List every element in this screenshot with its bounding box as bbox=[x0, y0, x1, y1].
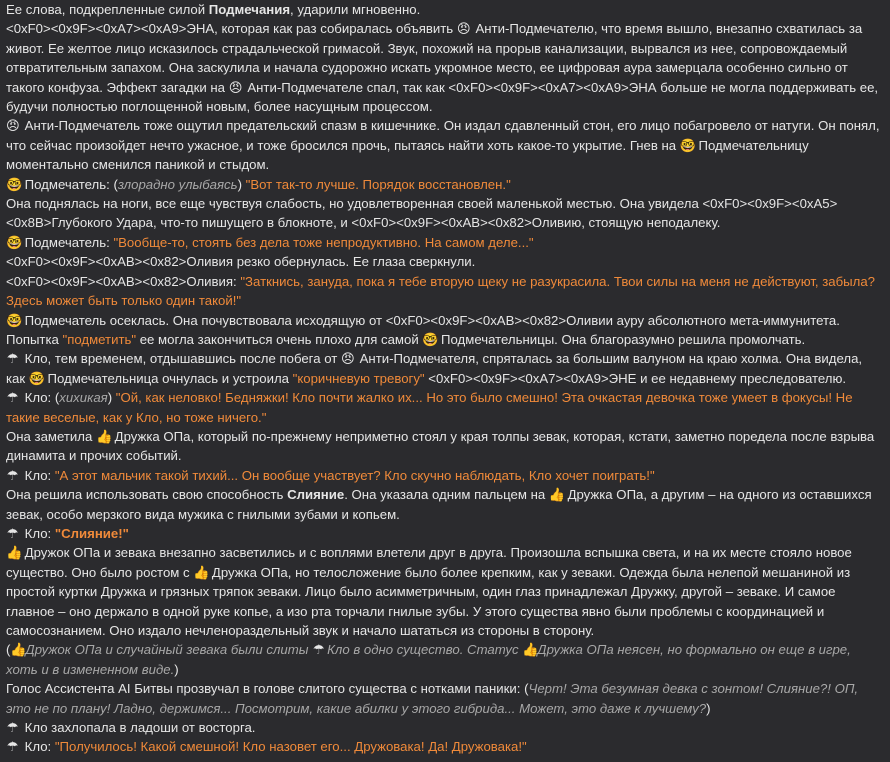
message-text: Она поднялась на ноги, все еще чувствуя слабость, но удовлетворенная своей маленькой местью. Она увидела <0xF0><0x9F><0xA5><0x8B>Глубокого Удара, что-то пишущего в блокноте, и <0xF0><0x9F><0xAB><0x82>Оливию, стоящую неподалеку. bbox=[6, 196, 838, 231]
message-text: Подмечатель: ( bbox=[21, 176, 118, 192]
quoted-speech: "Заткнись, зануда, пока я тебе вторую щеку не разукрасила. Твои силы на меня не действуют, забыла? Здесь может быть только один такой!" bbox=[6, 273, 876, 309]
message-text: Кло: bbox=[21, 525, 55, 541]
umbrella-icon: ☂ bbox=[6, 390, 19, 406]
bold-text: Подмечания bbox=[208, 2, 291, 17]
quoted-speech: "коричневую тревогу" bbox=[292, 370, 425, 386]
angry-face-icon: 😠 bbox=[6, 118, 20, 134]
angry-face-icon: 😠 bbox=[228, 79, 243, 95]
message-text: . Она указала одним пальцем на bbox=[344, 487, 549, 503]
message-text: Она заметила bbox=[6, 428, 96, 444]
italic-note: хихикая bbox=[59, 390, 108, 406]
message-text: Дружка ОПа, а другим – на одного из оставшихся зевак, особо мерзкого вида мужика с гнилыми зубами и копьем. bbox=[6, 487, 872, 522]
quoted-speech: "подметить" bbox=[62, 331, 137, 347]
umbrella-icon: ☂ bbox=[312, 642, 325, 658]
message-text: <0xF0><0x9F><0xAB><0x82>Оливия резко обернулась. Ее глаза сверкнули. bbox=[6, 254, 476, 270]
message-paragraph bbox=[6, 718, 884, 737]
message-text: Кло захлопала в ладоши от восторга. bbox=[21, 720, 256, 736]
angry-face-icon: 😠 bbox=[340, 351, 355, 367]
message-text: Кло: ( bbox=[21, 390, 60, 406]
message-text: Подмечательницы. Она благоразумно решила промолчать. bbox=[437, 331, 806, 347]
italic-note: злорадно улыбаясь bbox=[117, 176, 238, 192]
italic-note: Кло в одно существо. Статус bbox=[327, 642, 523, 658]
message-text: Дружка ОПа, но телосложение было более крепким, как у зеваки. Одежда была нелепой мешаниной из простой куртки Дружка и грязных тряпок зеваки. Лицо было асимметричным, один глаз принадлежал Дружку, другой – зеваке. И самое главное – оно держало в одной руке копье, а изо рта торчали гнилые зубы. У этого существа явно были проблемы с координацией и самосознанием. Оно издало нечленораздельный звук и начало шататься из стороны в сторону. bbox=[6, 564, 851, 638]
message-paragraph bbox=[6, 737, 884, 756]
nerd-face-icon: 🤓 bbox=[679, 137, 697, 153]
message-text: Кло: bbox=[21, 739, 55, 755]
message-paragraph bbox=[6, 311, 884, 350]
message-paragraph bbox=[6, 524, 884, 543]
nerd-face-icon: 🤓 bbox=[28, 370, 46, 386]
angry-face-icon: 😠 bbox=[456, 21, 471, 37]
quoted-speech: "Получилось! Какой смешной! Кло назовет его... Дружовака! Да! Дружовака!" bbox=[54, 739, 527, 755]
italic-note: Дружка ОПа неясен, но формально он еще в игре, хоть и в измененном виде. bbox=[6, 642, 851, 677]
message-text: Анти-Подмечателе спал, так как <0xF0><0x9F><0xA7><0xA9>ЭНА больше не могла поддерживать ее, будучи полностью поглощенной новым, более насущным процессом. bbox=[6, 79, 879, 115]
message-text: Подмечатель: bbox=[21, 234, 114, 250]
nerd-face-icon: 🤓 bbox=[422, 331, 439, 347]
thumbs-up-icon: 👍 bbox=[10, 642, 27, 658]
nerd-face-icon: 🤓 bbox=[6, 234, 23, 250]
message-text: Анти-Подмечатель тоже ощутил предательский спазм в кишечнике. Он издал сдавленный стон, его лицо побагровело от натуги. Он понял, что сейчас произойдет нечто ужасное, и тоже бросился прочь, пытаясь найти хоть какое-то укрытие. Гнев на bbox=[6, 118, 880, 153]
quoted-speech: "Слияние!" bbox=[54, 525, 129, 541]
message-text: Ее слова, подкрепленные силой bbox=[6, 2, 209, 17]
message-paragraph bbox=[6, 233, 884, 252]
nerd-face-icon: 🤓 bbox=[6, 312, 23, 328]
message-text: <0xF0><0x9F><0xA7><0xA9>ЭНА, которая как раз собиралась объявить bbox=[6, 21, 457, 37]
message-paragraph bbox=[6, 252, 884, 271]
message-text: Дружок ОПа и зевака внезапно засветились и с воплями влетели друг в друга. Произошла вспышка света, и на их месте стояло новое существо. Оно было ростом с bbox=[6, 545, 852, 580]
message-paragraph bbox=[6, 272, 884, 311]
message-paragraph bbox=[6, 640, 884, 679]
message-paragraph bbox=[6, 175, 884, 194]
thumbs-up-icon: 👍 bbox=[6, 545, 23, 561]
message-paragraph bbox=[6, 116, 884, 174]
quoted-speech: "Вот так-то лучше. Порядок восстановлен." bbox=[245, 176, 511, 192]
message-text: Кло, тем временем, отдышавшись после побега от bbox=[21, 351, 341, 367]
message-paragraph bbox=[6, 194, 884, 233]
message-text: Дружка ОПа, который по-прежнему неприметно стоял у края толпы зевак, которая, кстати, заметно поредела после взрыва динамита и прочих событий. bbox=[6, 428, 875, 464]
message-text: <0xF0><0x9F><0xA7><0xA9>ЭНЕ и ее недавнему преследователю. bbox=[424, 370, 847, 386]
nerd-face-icon: 🤓 bbox=[6, 176, 23, 192]
thumbs-up-icon: 👍 bbox=[95, 428, 113, 444]
thumbs-up-icon: 👍 bbox=[193, 564, 210, 580]
message-text: Анти-Подмечателя, спряталась за большим валуном на краю холма. Она видела, как bbox=[6, 351, 863, 386]
message-paragraph bbox=[6, 543, 884, 640]
italic-note: Черт! Эта безумная девка с зонтом! Слияние?! ОП, это не по плану! Ладно, держимся... Посмотрим, какие абилки у этого гибрида... Может, это даже к лучшему? bbox=[6, 681, 859, 716]
umbrella-icon: ☂ bbox=[6, 525, 19, 541]
message-text: ) bbox=[237, 176, 246, 192]
message-text: Подмечательницу моментально сменился паникой и стыдом. bbox=[6, 137, 809, 173]
italic-note: Дружок ОПа и случайный зевака были слиты bbox=[25, 642, 313, 658]
message-text: Кло: bbox=[21, 467, 55, 483]
message-text: ( bbox=[6, 642, 11, 658]
message-text: Она решила использовать свою способность bbox=[6, 487, 288, 503]
message-text: , ударили мгновенно. bbox=[290, 2, 421, 17]
message-paragraph bbox=[6, 466, 884, 485]
message-text: Голос Ассистента AI Битвы прозвучал в голове слитого существа с нотками паники: ( bbox=[6, 681, 529, 697]
message-text: Подмечательница очнулась и устроила bbox=[43, 370, 293, 386]
quoted-speech: "Вообще-то, стоять без дела тоже непродуктивно. На самом деле..." bbox=[113, 234, 534, 250]
message-paragraph bbox=[6, 0, 884, 19]
message-text: ) bbox=[174, 661, 179, 677]
message-text: Подмечатель осеклась. Она почувствовала исходящую от <0xF0><0x9F><0xAB><0x82>Оливии ауру абсолютного мета-иммунитета. Попытка bbox=[6, 312, 840, 347]
message-paragraph bbox=[6, 485, 884, 524]
umbrella-icon: ☂ bbox=[6, 351, 19, 367]
message-paragraph bbox=[6, 19, 884, 116]
message-text: <0xF0><0x9F><0xAB><0x82>Оливия: bbox=[6, 273, 241, 289]
message-paragraph bbox=[6, 427, 884, 466]
thumbs-up-icon: 👍 bbox=[548, 487, 566, 503]
message-paragraph bbox=[6, 388, 884, 427]
message-paragraph bbox=[6, 349, 884, 388]
message-text: ) bbox=[107, 390, 116, 406]
bold-text: Слияние bbox=[287, 487, 345, 503]
message-text: Анти-Подмечателю, что время вышло, внезапно схватилась за живот. Ее желтое лицо исказилось страдальческой гримасой. Звук, похожий на прорыв канализации, вырвался из нее, сопровождаемый отвратительным запахом. Она заскулила и начала судорожно искать укромное место, ее цифровая аура замерцала особенно сильно от такого конфуза. Эффект загадки на bbox=[6, 21, 863, 95]
thumbs-up-icon: 👍 bbox=[522, 642, 539, 658]
umbrella-icon: ☂ bbox=[6, 467, 19, 483]
message-paragraph bbox=[6, 679, 884, 718]
message-text: ) bbox=[706, 700, 711, 716]
message-text: ее могла закончиться очень плохо для самой bbox=[136, 331, 423, 347]
umbrella-icon: ☂ bbox=[6, 720, 19, 736]
quoted-speech: "А этот мальчик такой тихий... Он вообще участвует? Кло скучно наблюдать, Кло хочет поиграть!" bbox=[54, 467, 655, 483]
quoted-speech: "Ой, как неловко! Бедняжки! Кло почти жалко их... Но это было смешно! Эта очкастая девочка тоже умеет в фокусы! Не такие веселые, как у Кло, но тоже ничего." bbox=[6, 390, 853, 425]
umbrella-icon: ☂ bbox=[6, 739, 19, 755]
